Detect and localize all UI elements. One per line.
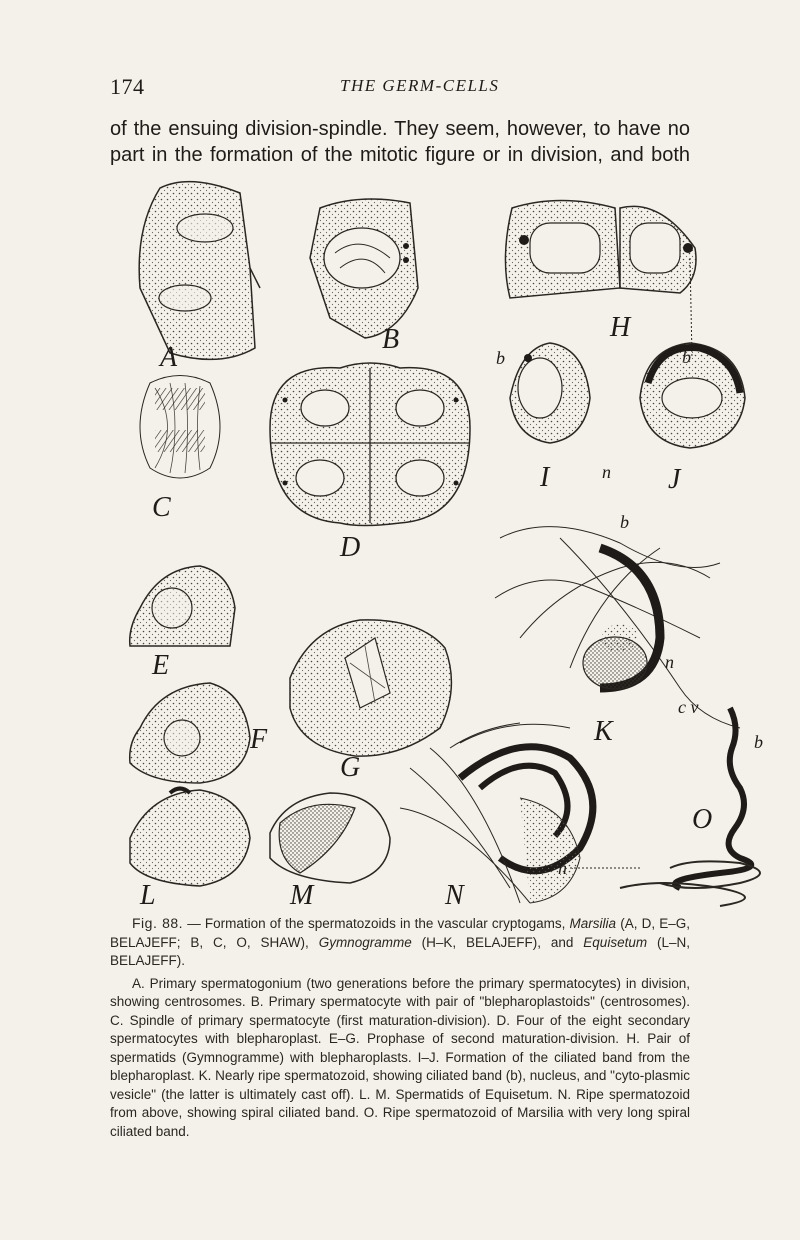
- panel-label-g: G: [340, 752, 361, 783]
- panel-m-cell: [270, 793, 390, 883]
- caption-genus-marsilia: Marsilia: [569, 916, 617, 931]
- panel-label-b: B: [382, 324, 400, 355]
- caption-authors-3: (L–N, BELAJEFF).: [110, 934, 690, 968]
- panel-label-f: F: [250, 724, 268, 755]
- page-number: 174: [110, 74, 145, 99]
- panel-g-cell: [290, 620, 451, 756]
- figure-plate: [100, 168, 800, 908]
- panel-label-d: D: [340, 532, 361, 563]
- label-cv-k: c v: [678, 697, 699, 717]
- figure-caption: [110, 914, 690, 1141]
- panel-label-m: M: [290, 880, 314, 908]
- panel-i-cell: [510, 343, 590, 443]
- label-b-i: b: [496, 348, 505, 368]
- caption-dash: —: [183, 916, 205, 931]
- panel-l-cell: [130, 789, 250, 887]
- panel-c-spindle: [140, 376, 220, 479]
- caption-authors-1: (A, D, E–G, BELAJEFF; B, C, O, SHAW),: [110, 916, 690, 950]
- page-header: [110, 74, 710, 98]
- figure-illustration: [100, 168, 800, 908]
- label-n-k: n: [665, 652, 674, 672]
- panel-label-n: N: [445, 880, 464, 908]
- caption-genus-gymnogramme: Gymnogramme: [318, 934, 412, 950]
- panel-d-cells: [270, 363, 470, 526]
- caption-body: A. Primary spermatogonium (two generations before the primary spermatocytes) in division, showing centrosomes. B. Primary spermatocyte with pair of "blepharoplastoids" (centrosomes). C. Spindle of primary spermatocyte (first maturation-division). D. Four of the eight secondary spermatocytes with blepharoplast. E–G. Prophase of second maturation-division. H. Pair of spermatids (Gymnogramme) with blepharoplasts. I–J. Formation of the ciliated band from the blepharoplast. K. Nearly ripe spermatozoid, showing ciliated band (b), nucleus, and "cyto-plasmic vesicle" (the latter is ultimately cast off). L. M. Spermatids of Equisetum. N. Ripe spermatozoid from above, showing spiral ciliated band. O. Ripe spermatozoid of Marsilia with very long spiral ciliated band.: [110, 975, 690, 1139]
- panel-label-a: A: [160, 342, 178, 373]
- panel-f-cell: [130, 683, 250, 783]
- label-b-k: b: [620, 512, 629, 532]
- panel-a-cell: [139, 182, 260, 360]
- intro-line-2: part in the formation of the mitotic figure or in division, and both: [110, 144, 690, 166]
- panel-label-c: C: [152, 492, 171, 523]
- panel-label-o: O: [692, 804, 713, 835]
- running-title: THE GERM-CELLS: [340, 76, 500, 95]
- label-n-o: n: [558, 858, 567, 878]
- panel-label-k: K: [594, 716, 613, 747]
- caption-head-text: Formation of the spermatozoids in the vascular cryptogams,: [204, 916, 570, 931]
- label-b-o: b: [754, 732, 763, 752]
- caption-heading: [110, 914, 690, 971]
- caption-genus-equisetum: Equisetum: [583, 934, 648, 950]
- caption-fig-label: Fig. 88.: [132, 915, 184, 931]
- panel-label-e: E: [152, 650, 170, 681]
- panel-b-cell: [310, 199, 418, 338]
- panel-h-cells: [505, 201, 696, 359]
- panel-e-cell: [130, 566, 235, 646]
- label-n-ij: n: [602, 462, 611, 482]
- panel-label-l: L: [140, 880, 156, 908]
- panel-k-spermatozoid: [495, 527, 740, 728]
- intro-paragraph: [110, 116, 690, 168]
- caption-authors-2: (H–K, BELAJEFF), and: [411, 934, 584, 950]
- panel-label-h: H: [610, 312, 631, 343]
- panel-label-i: I: [540, 462, 550, 493]
- panel-j-cell: [640, 343, 745, 448]
- panel-label-j: J: [668, 464, 681, 495]
- intro-line-1: of the ensuing division-spindle. They seem, however, to have no: [110, 118, 690, 140]
